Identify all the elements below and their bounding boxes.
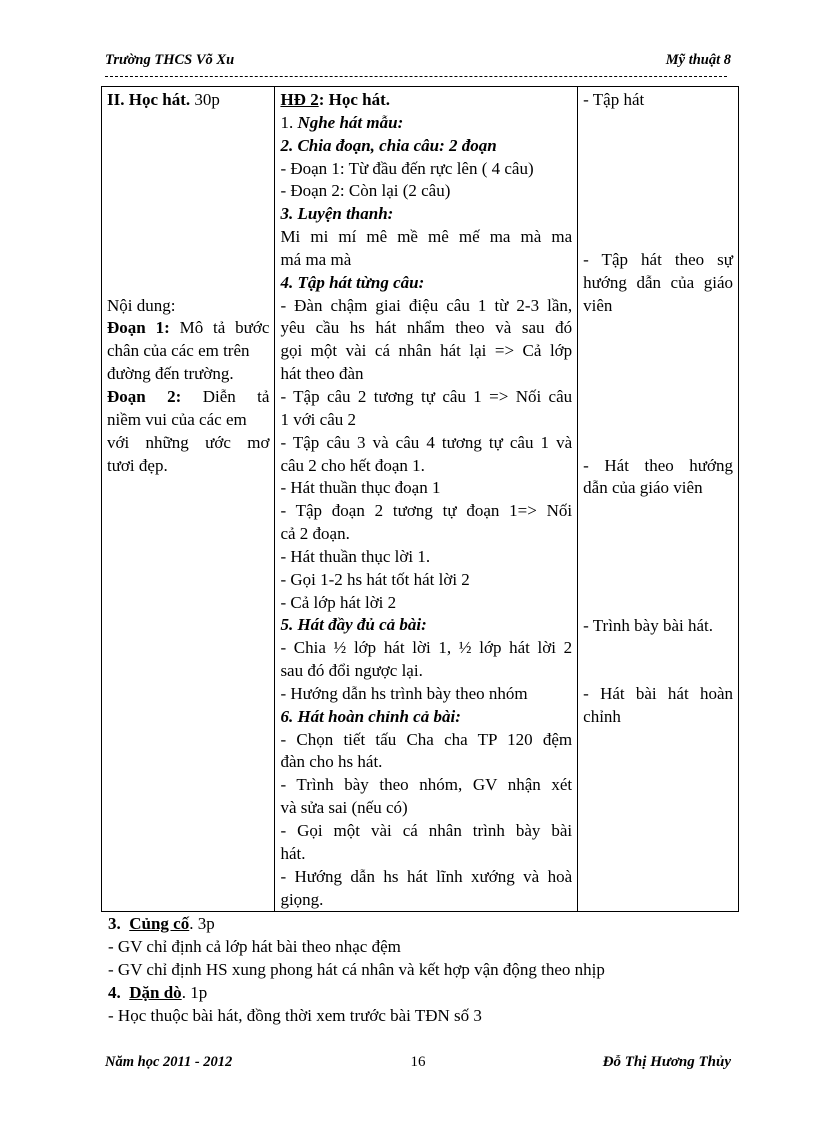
dan-do-heading: Dặn dò [129, 983, 182, 1002]
cung-co-heading: Củng cố [129, 914, 190, 933]
table-row [102, 87, 739, 912]
lesson-table [101, 86, 739, 912]
spacer [583, 112, 733, 249]
header-rule [105, 76, 727, 77]
content-column: II. Học hát. 30p Nội dung: Đoạn 1: Mô tả bước chân của các em trên đường đến trường. Đoạn 2: Diễn tả niềm vui của các em với những ước mơ tươi đẹp. [102, 87, 275, 912]
section-title: II. Học hát. [107, 90, 191, 109]
content-label: Nội dung: [107, 295, 176, 315]
page-number: 16 [410, 1054, 426, 1070]
school-name: Trường THCS Võ Xu [105, 52, 235, 68]
cung-co-section: 3. Củng cố. 3p - GV chỉ định cả lớp hát bài theo nhạc đệm - GV chỉ định HS xung phong hát cá nhân và kết hợp vận động theo nhịp 4. Dặn dò. 1p - Học thuộc bài hát, đồng thời xem trước bài TĐN số 3 [108, 914, 605, 1025]
author-name: Đỗ Thị Hương Thủy [602, 1054, 731, 1070]
page-header [105, 52, 731, 74]
subject-name: Mỹ thuật 8 [665, 52, 731, 68]
spacer [583, 500, 733, 614]
spacer [583, 317, 733, 454]
activity-column: HĐ 2: Học hát. 1. Nghe hát mẫu: 2. Chia đoạn, chia câu: 2 đoạn - Đoạn 1: Từ đầu đến rực lên ( 4 câu) - Đoạn 2: Còn lại (2 câu) 3. Luyện thanh: Mi mi mí mê mề mê mế ma mà ma má ma mà 4. Tập hát từng câu: - Đàn chậm giai điệu câu 1 từ 2-3 lần, yêu cầu hs hát nhẩm theo và sau đó gọi một vài cá nhân hát lại => Cả lớp hát theo đàn - Tập câu 2 tương tự câu 1 => Nối câu 1 với câu 2 - Tập câu 3 và câu 4 tương tự câu 1 và câu 2 cho hết đoạn 1. - Hát thuần thục đoạn 1 - Tập đoạn 2 tương tự đoạn 1=> Nối cả 2 đoạn. - Hát thuần thục lời 1. - Gọi 1-2 hs hát tốt hát lời 2 - Cả lớp hát lời 2 5. Hát đầy đủ cả bài: - Chia ½ lớp hát lời 1, ½ lớp hát lời 2 sau đó đổi ngược lại. - Hướng dẫn hs trình bày theo nhóm 6. Hát hoàn chỉnh cả bài: - Chọn tiết tấu Cha cha TP 120 đệm đàn cho hs hát. - Trình bày theo nhóm, GV nhận xét và sửa sai (nếu có) - Gọi một vài cá nhân trình bày bài hát. - Hướng dẫn hs hát lĩnh xướng và hoà giọng. [275, 87, 578, 912]
spacer [107, 112, 269, 295]
spacer [583, 637, 733, 683]
school-year: Năm học 2011 - 2012 [105, 1054, 233, 1070]
student-column: - Tập hát - Tập hát theo sự hướng dẫn của giáo viên - Hát theo hướng dẫn của giáo viên - Trình bày bài hát. - Hát bài hát hoàn chỉnh [578, 87, 739, 912]
page-footer [105, 1054, 731, 1076]
